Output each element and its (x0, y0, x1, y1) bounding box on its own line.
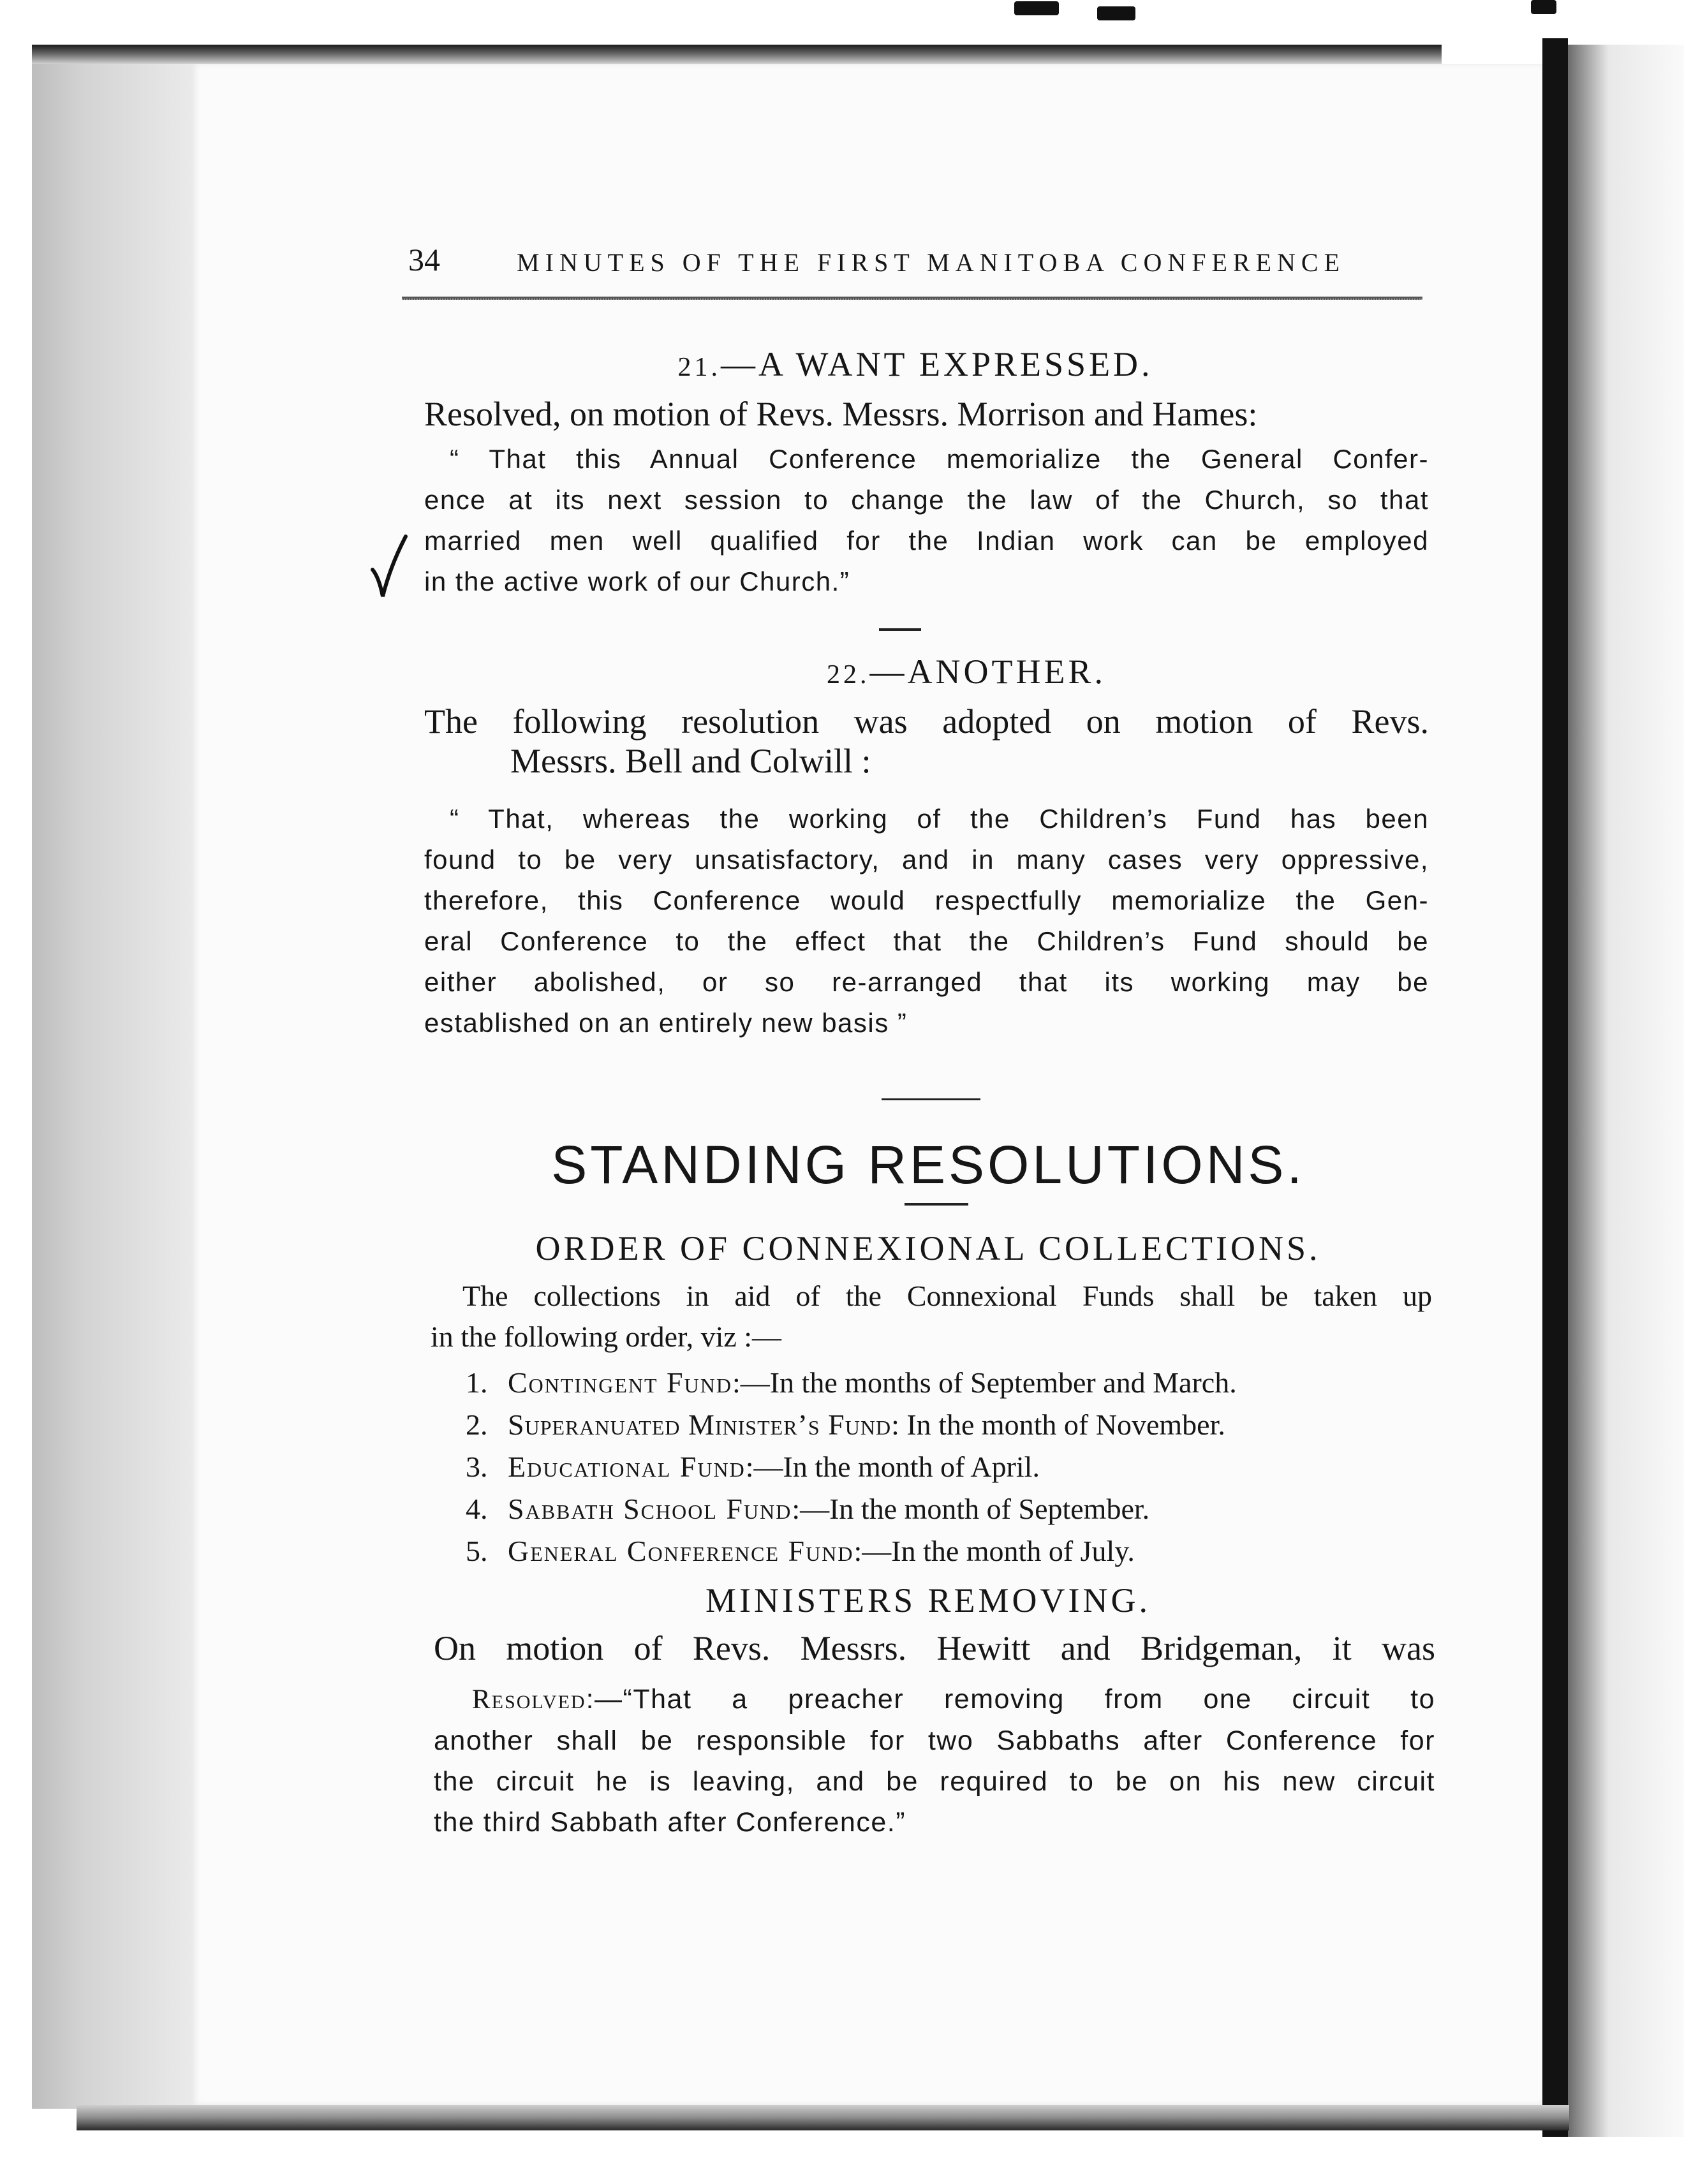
fund-month: : In the month of November. (891, 1408, 1225, 1441)
resolved-text: :—“That a preacher removing from one circuit to (586, 1684, 1435, 1715)
fund-name: Contingent Fund (508, 1366, 732, 1399)
resolved-label: Resolved (472, 1685, 586, 1715)
order-intro-line: in the following order, viz :— (431, 1320, 782, 1353)
quote-line: eral Conference to the effect that the Children’s Fund should be (424, 926, 1429, 956)
fund-item (466, 1446, 1237, 1488)
fund-month: :—In the month of July. (853, 1535, 1135, 1567)
fund-name: Superanuated Minister’s Fund (508, 1408, 892, 1441)
section-21-intro: Resolved, on motion of Revs. Messrs. Morrison and Hames: (424, 395, 1258, 433)
section-22-number: 22. (827, 660, 870, 690)
section-21-heading (421, 344, 1410, 384)
standing-resolutions-title: STANDING RESOLUTIONS. (551, 1135, 1305, 1195)
resolved-paragraph (434, 1679, 1435, 1843)
running-head (408, 241, 1346, 286)
fund-list (466, 1362, 1237, 1572)
order-heading: ORDER OF CONNEXIONAL COLLECTIONS. (535, 1229, 1321, 1267)
quote-line: ence at its next session to change the law of the Church, so that (424, 485, 1429, 515)
book-spine-shadow (32, 48, 204, 2109)
quote-line: “ That, whereas the working of the Children’s Fund has been (450, 804, 1429, 834)
fund-name: General Conference Fund (508, 1535, 854, 1567)
section-21-title: —A WANT EXPRESSED. (720, 345, 1153, 383)
quote-line: in the active work of our Church.” (424, 566, 850, 596)
fund-number: 3. (466, 1450, 488, 1483)
page-number: 34 (408, 242, 440, 277)
ink-mark (1531, 0, 1556, 14)
resolved-line: another shall be responsible for two Sabbaths after Conference for (434, 1725, 1435, 1756)
ministers-heading: MINISTERS REMOVING. (705, 1581, 1151, 1620)
section-rule (879, 628, 921, 631)
fund-month: :—In the month of September. (792, 1493, 1150, 1525)
section-22-quote (424, 799, 1429, 1044)
quote-line: therefore, this Conference would respectfully memorialize the Gen- (424, 885, 1429, 915)
fund-number: 4. (466, 1493, 488, 1525)
intro-line: The following resolution was adopted on motion of Revs. (424, 702, 1429, 741)
fund-item (466, 1362, 1237, 1404)
book-top-edge (32, 45, 1442, 64)
quote-line: established on an entirely new basis ” (424, 1008, 908, 1038)
quote-line: married men well qualified for the Indian work can be employed (424, 526, 1429, 556)
header-rule (402, 297, 1422, 300)
book-gutter-dark (1542, 38, 1568, 2137)
fund-name: Sabbath School Fund (508, 1493, 792, 1525)
resolved-line (434, 1679, 1435, 1720)
fund-name: Educational Fund (508, 1450, 746, 1483)
fund-item (466, 1488, 1237, 1530)
ministers-intro-line: On motion of Revs. Messrs. Hewitt and Bridgeman, it was (434, 1629, 1435, 1667)
section-21-number: 21. (677, 353, 721, 382)
section-rule (882, 1098, 980, 1100)
ink-mark (1014, 1, 1059, 15)
book-bottom-edge (77, 2105, 1569, 2130)
order-intro (431, 1276, 1432, 1357)
section-22-intro (424, 702, 1429, 781)
checkmark-icon (370, 533, 408, 603)
quote-line: either abolished, or so re-arranged that its working may be (424, 967, 1429, 997)
fund-number: 5. (466, 1535, 488, 1567)
quote-line: “ That this Annual Conference memorialize the General Confer- (450, 444, 1429, 474)
section-22-heading (574, 652, 1359, 691)
intro-line: Messrs. Bell and Colwill : (510, 742, 871, 780)
ministers-intro (434, 1628, 1435, 1668)
fund-number: 2. (466, 1408, 488, 1441)
section-21-quote (424, 439, 1429, 602)
title-rule (905, 1203, 968, 1206)
facing-page-edge (1568, 45, 1684, 2137)
fund-number: 1. (466, 1366, 488, 1399)
order-intro-line: The collections in aid of the Connexional Funds shall be taken up (462, 1280, 1432, 1312)
ink-mark (1097, 6, 1135, 20)
fund-item (466, 1530, 1237, 1572)
fund-month: :—In the months of September and March. (732, 1366, 1237, 1399)
fund-month: :—In the month of April. (745, 1450, 1040, 1483)
fund-item (466, 1404, 1237, 1446)
resolved-line: the third Sabbath after Conference.” (434, 1807, 906, 1838)
running-title: MINUTES OF THE FIRST MANITOBA CONFERENCE (517, 248, 1346, 277)
resolved-line: the circuit he is leaving, and be required to be on his new circuit (434, 1766, 1435, 1797)
scan-margin-left (0, 0, 32, 2184)
quote-line: found to be very unsatisfactory, and in many cases very oppressive, (424, 845, 1429, 874)
section-22-title: —ANOTHER. (869, 653, 1106, 691)
